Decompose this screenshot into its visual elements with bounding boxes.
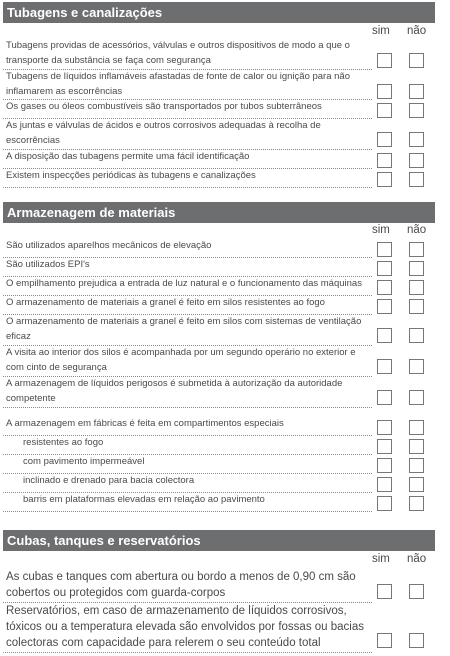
checkbox-nao[interactable] xyxy=(409,496,424,511)
column-sim: sim xyxy=(372,553,390,565)
checklist-subrow: resistentes ao fogo xyxy=(3,436,372,455)
column-nao: não xyxy=(407,224,427,236)
checkbox-sim[interactable] xyxy=(377,84,392,99)
checkbox-nao[interactable] xyxy=(409,420,424,435)
checkbox-sim[interactable] xyxy=(377,53,392,68)
checkbox-nao[interactable] xyxy=(409,172,424,187)
checkbox-nao[interactable] xyxy=(409,633,424,648)
checkbox-sim[interactable] xyxy=(377,153,392,168)
checkbox-nao[interactable] xyxy=(409,458,424,473)
checklist-row: Os gases ou óleos combustíveis são transportados por tubos subterrâneos xyxy=(3,100,372,119)
checklist-row: Reservatórios, em caso de armazenamento de líquidos corrosivos, tóxicos ou a temperatura elevada são envolvidos por fossas ou bacias colectoras com capacidade para relerem o seu conteúdo total xyxy=(3,603,372,653)
checklist-row: Tubagens providas de acessórios, válvulas e outros dispositivos de modo a que o transporte da substância se faça com segurança xyxy=(3,39,372,70)
section-title: Armazenagem de materiais xyxy=(3,202,435,223)
checkbox-nao[interactable] xyxy=(409,359,424,374)
checkbox-sim[interactable] xyxy=(377,359,392,374)
checklist-row: A visita ao interior dos silos é acompanhada por um segundo operário no exterior e com cinto de segurança xyxy=(3,346,372,377)
checklist-row: As cubas e tanques com abertura ou bordo a menos de 0,90 cm são cobertos ou protegidos com guarda-corpos xyxy=(3,568,372,603)
checklist-row: A disposição das tubagens permite uma fácil identificação xyxy=(3,150,372,169)
checkbox-sim[interactable] xyxy=(377,633,392,648)
checklist-row: O armazenamento de materiais a granel é feito em silos com sistemas de ventilação eficaz xyxy=(3,315,372,346)
checkbox-sim[interactable] xyxy=(377,299,392,314)
section-title: Tubagens e canalizações xyxy=(3,2,435,23)
checkbox-nao[interactable] xyxy=(409,477,424,492)
checklist-row: As juntas e válvulas de ácidos e outros corrosivos adequadas à recolha de escorrências xyxy=(3,119,372,150)
checklist-row: A armazenagem de líquidos perigosos é submetida à autorização da autoridade competente xyxy=(3,377,372,408)
checklist-row: A armazenagem em fábricas é feita em compartimentos especiais xyxy=(3,417,372,436)
checkbox-sim[interactable] xyxy=(377,261,392,276)
checkbox-nao[interactable] xyxy=(409,328,424,343)
checkbox-sim[interactable] xyxy=(377,328,392,343)
checkbox-nao[interactable] xyxy=(409,390,424,405)
checklist-row: O armazenamento de materiais a granel é feito em silos resistentes ao fogo xyxy=(3,296,372,315)
checkbox-sim[interactable] xyxy=(377,242,392,257)
checkbox-sim[interactable] xyxy=(377,280,392,295)
checklist-row: Tubagens de líquidos inflamáveis afastadas de fonte de calor ou ignição para não inflamarem as escorrências xyxy=(3,70,372,100)
checkbox-nao[interactable] xyxy=(409,153,424,168)
checkbox-nao[interactable] xyxy=(409,132,424,147)
checkbox-sim[interactable] xyxy=(377,458,392,473)
checkbox-sim[interactable] xyxy=(377,420,392,435)
checkbox-nao[interactable] xyxy=(409,280,424,295)
checkbox-nao[interactable] xyxy=(409,584,424,599)
checkbox-nao[interactable] xyxy=(409,242,424,257)
checkbox-nao[interactable] xyxy=(409,261,424,276)
checkbox-nao[interactable] xyxy=(409,84,424,99)
checklist-row: Existem inspecções periódicas às tubagens e canalizações xyxy=(3,169,372,188)
checkbox-nao[interactable] xyxy=(409,103,424,118)
checkbox-nao[interactable] xyxy=(409,439,424,454)
checklist-row: O empilhamento prejudica a entrada de luz natural e o funcionamento das máquinas xyxy=(3,277,372,296)
column-sim: sim xyxy=(372,224,390,236)
checkbox-sim[interactable] xyxy=(377,103,392,118)
checklist-subrow: inclinado e drenado para bacia colectora xyxy=(3,474,372,493)
checkbox-sim[interactable] xyxy=(377,477,392,492)
column-nao: não xyxy=(407,25,427,37)
checkbox-sim[interactable] xyxy=(377,390,392,405)
checklist-row: São utilizados aparelhos mecânicos de elevação xyxy=(3,239,372,258)
column-nao: não xyxy=(407,553,427,565)
section-title: Cubas, tanques e reservatórios xyxy=(3,530,435,551)
checklist-row: São utilizados EPI's xyxy=(3,258,372,277)
checkbox-sim[interactable] xyxy=(377,172,392,187)
checkbox-sim[interactable] xyxy=(377,496,392,511)
checkbox-sim[interactable] xyxy=(377,439,392,454)
checkbox-nao[interactable] xyxy=(409,299,424,314)
checkbox-nao[interactable] xyxy=(409,53,424,68)
column-sim: sim xyxy=(372,25,390,37)
checkbox-sim[interactable] xyxy=(377,584,392,599)
checkbox-sim[interactable] xyxy=(377,132,392,147)
checklist-subrow: barris em plataformas elevadas em relação ao pavimento xyxy=(3,493,372,512)
checklist-subrow: com pavimento impermeável xyxy=(3,455,372,474)
